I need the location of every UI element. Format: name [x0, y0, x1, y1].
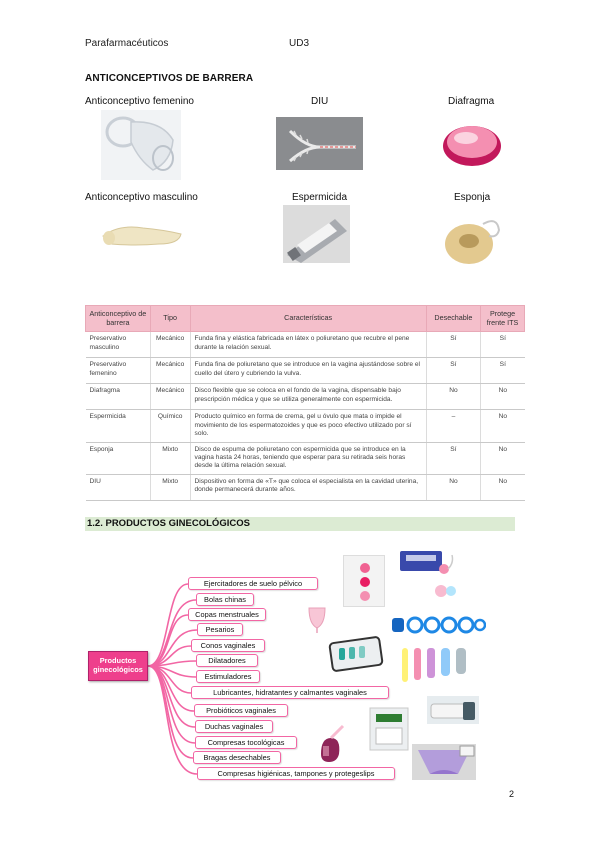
mindmap-node-pelvic-floor: Ejercitadores de suelo pélvico	[188, 577, 318, 590]
mindmap-node-menstrual-cups: Copas menstruales	[188, 608, 266, 621]
mindmap-node-disposable-panties: Bragas desechables	[193, 751, 281, 764]
label-sponge: Esponja	[454, 192, 491, 203]
table-header-cell: Tipo	[150, 306, 190, 332]
table-cell: Sí	[426, 332, 480, 358]
table-cell: Funda fina de poliuretano que se introduce en la vagina ajustándose sobre el cuello del útero y cubriendo la vulva.	[190, 358, 426, 384]
center-node-line2: ginecológicos	[93, 664, 143, 674]
mindmap-node-dilators: Dilatadores	[196, 654, 258, 667]
table-cell: Diafragma	[86, 384, 151, 410]
table-cell: Sí	[481, 332, 525, 358]
table-cell: Dispositivo en forma de «T» que coloca el especialista en la cavidad uterina, donde permanecerá durante años.	[190, 474, 426, 500]
section-title-gynecological: 1.2. PRODUCTOS GINECOLÓGICOS	[85, 517, 515, 531]
table-cell: Preservativo masculino	[86, 332, 151, 358]
table-cell: Sí	[426, 358, 480, 384]
table-header-cell: Protege frente ITS	[481, 306, 525, 332]
table-cell: –	[426, 410, 480, 442]
table-cell: No	[481, 384, 525, 410]
table-cell: Mecánico	[150, 384, 190, 410]
header-center: UD3	[289, 38, 310, 49]
chinese-balls-box-image	[398, 547, 456, 577]
maternity-pads-pack-image	[368, 706, 410, 752]
table-cell: DIU	[86, 474, 151, 500]
table-cell: No	[481, 474, 525, 500]
page-number: 2	[509, 789, 515, 799]
label-male-condom: Anticonceptivo masculino	[85, 192, 198, 203]
header-left: Parafarmacéuticos	[85, 38, 169, 49]
table-cell: Espermicida	[86, 410, 151, 442]
table-cell: No	[481, 442, 525, 474]
table-cell: Disco de espuma de poliuretano con espermicida que se introduce en la vagina hasta 24 horas, teniendo que esperar para su retirada seis horas desde la última relación sexual.	[190, 442, 426, 474]
label-spermicide: Espermicida	[292, 192, 348, 203]
mindmap-node-sanitary-pads: Compresas higiénicas, tampones y protegeslips	[197, 767, 395, 780]
vaginal-douche-image	[317, 724, 349, 764]
table-cell: Sí	[481, 358, 525, 384]
menstrual-cup-image	[306, 604, 328, 634]
table-cell: Esponja	[86, 442, 151, 474]
table-cell: Mecánico	[150, 358, 190, 384]
mindmap-node-probiotics: Probióticos vaginales	[194, 704, 288, 717]
label-female-condom: Anticonceptivo femenino	[85, 96, 194, 107]
section-title-barrier: ANTICONCEPTIVOS DE BARRERA	[85, 73, 254, 84]
probiotics-image	[427, 696, 479, 724]
table-header-cell: Características	[190, 306, 426, 332]
mindmap-node-stimulators: Estimuladores	[196, 670, 260, 683]
mindmap-center-node	[88, 651, 148, 681]
table-cell: Producto químico en forma de crema, gel u óvulo que mata o impide el movimiento de los espermatozoides y que es poco efectivo utilizado por sí solo.	[190, 410, 426, 442]
table-header-cell: Anticonceptivo de barrera	[86, 306, 151, 332]
table-cell: Químico	[150, 410, 190, 442]
table-cell: Disco flexible que se coloca en el fondo de la vagina, dispensable bajo prescripción médica y que se utiliza generalmente con espermicida.	[190, 384, 426, 410]
table-cell: No	[426, 474, 480, 500]
pelvic-trainer-pack-image	[343, 555, 385, 607]
disposable-panties-image	[412, 744, 476, 780]
label-iud: DIU	[311, 96, 329, 107]
balls-image	[432, 578, 458, 604]
mindmap-node-maternity-pads: Compresas tocológicas	[195, 736, 297, 749]
pessaries-image	[390, 614, 486, 636]
label-diaphragm: Diafragma	[448, 96, 495, 107]
mindmap-node-vaginal-cones: Conos vaginales	[191, 639, 265, 652]
dilators-image	[398, 644, 470, 684]
mindmap-node-pessaries: Pesarios	[197, 623, 243, 636]
table-cell: Preservativo femenino	[86, 358, 151, 384]
table-cell: Sí	[426, 442, 480, 474]
table-cell: Mixto	[150, 474, 190, 500]
mindmap-node-chinese-balls: Bolas chinas	[196, 593, 254, 606]
vaginal-cones-case-image	[327, 636, 385, 674]
mindmap-node-vaginal-douches: Duchas vaginales	[195, 720, 273, 733]
table-cell: Funda fina y elástica fabricada en látex o poliuretano que recubre el pene durante la relación sexual.	[190, 332, 426, 358]
table-cell: Mecánico	[150, 332, 190, 358]
table-cell: Mixto	[150, 442, 190, 474]
table-cell: No	[426, 384, 480, 410]
table-header-cell: Desechable	[426, 306, 480, 332]
center-node-line1: Productos	[99, 656, 137, 665]
mindmap-node-lubricants: Lubricantes, hidratantes y calmantes vaginales	[191, 686, 389, 699]
table-cell: No	[481, 410, 525, 442]
